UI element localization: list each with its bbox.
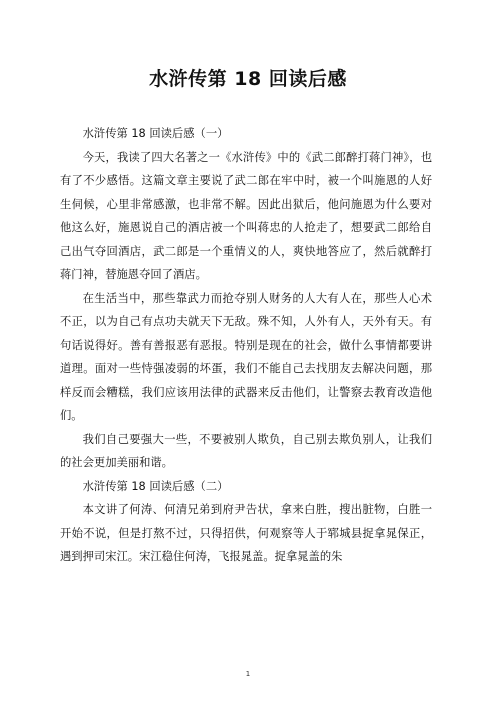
section-heading-2: 水浒传第 18 回读后感（二） <box>82 479 229 493</box>
paragraph: 本文讲了何涛、何清兄弟到府尹告状，拿来白胜，搜出脏物，白胜一开始不说，但是打熬不过，只得招供，何观察等人于郓城县捉拿晁保正，遇到押司宋江。宋江稳住何涛，飞报晁盖。捉拿晁盖的朱 <box>60 503 432 563</box>
document-title: 水浒传第 18 回读后感 <box>149 68 347 90</box>
paragraph: 在生活当中，那些靠武力而抢夺别人财务的人大有人在，那些人心术不正，以为自己有点功夫就天下无敌。殊不知，人外有人，天外有天。有句话说得好。善有善报恶有恶报。特别是现在的社会，做什么事情都要讲道理。面对一些恃强凌弱的坏蛋，我们不能自己去找朋友去解决问题，那样反而会糟糕，我们应该用法律的武器来反击他们，让警察去教育改造他们。 <box>60 291 432 422</box>
paragraph: 我们自己要强大一些，不要被别人欺负，自己别去欺负别人，让我们的社会更加美丽和谐。 <box>60 432 432 469</box>
document-body <box>60 122 432 569</box>
paragraph: 今天，我读了四大名著之一《水浒传》中的《武二郎醉打蒋门神》，也有了不少感悟。这篇文章主要说了武二郎在牢中时，被一个叫施恩的人好生伺候，心里非常感激，也非常不解。因此出狱后，他问施恩为什么要对他这么好，施恩说自己的酒店被一个叫蒋忠的人抢走了，想要武二郎给自己出气夺回酒店，武二郎是一个重情义的人，爽快地答应了，然后就醉打蒋门神，替施恩夺回了酒店。 <box>60 150 432 281</box>
page-number: 1 <box>245 670 251 678</box>
section-heading-1: 水浒传第 18 回读后感（一） <box>82 127 229 140</box>
